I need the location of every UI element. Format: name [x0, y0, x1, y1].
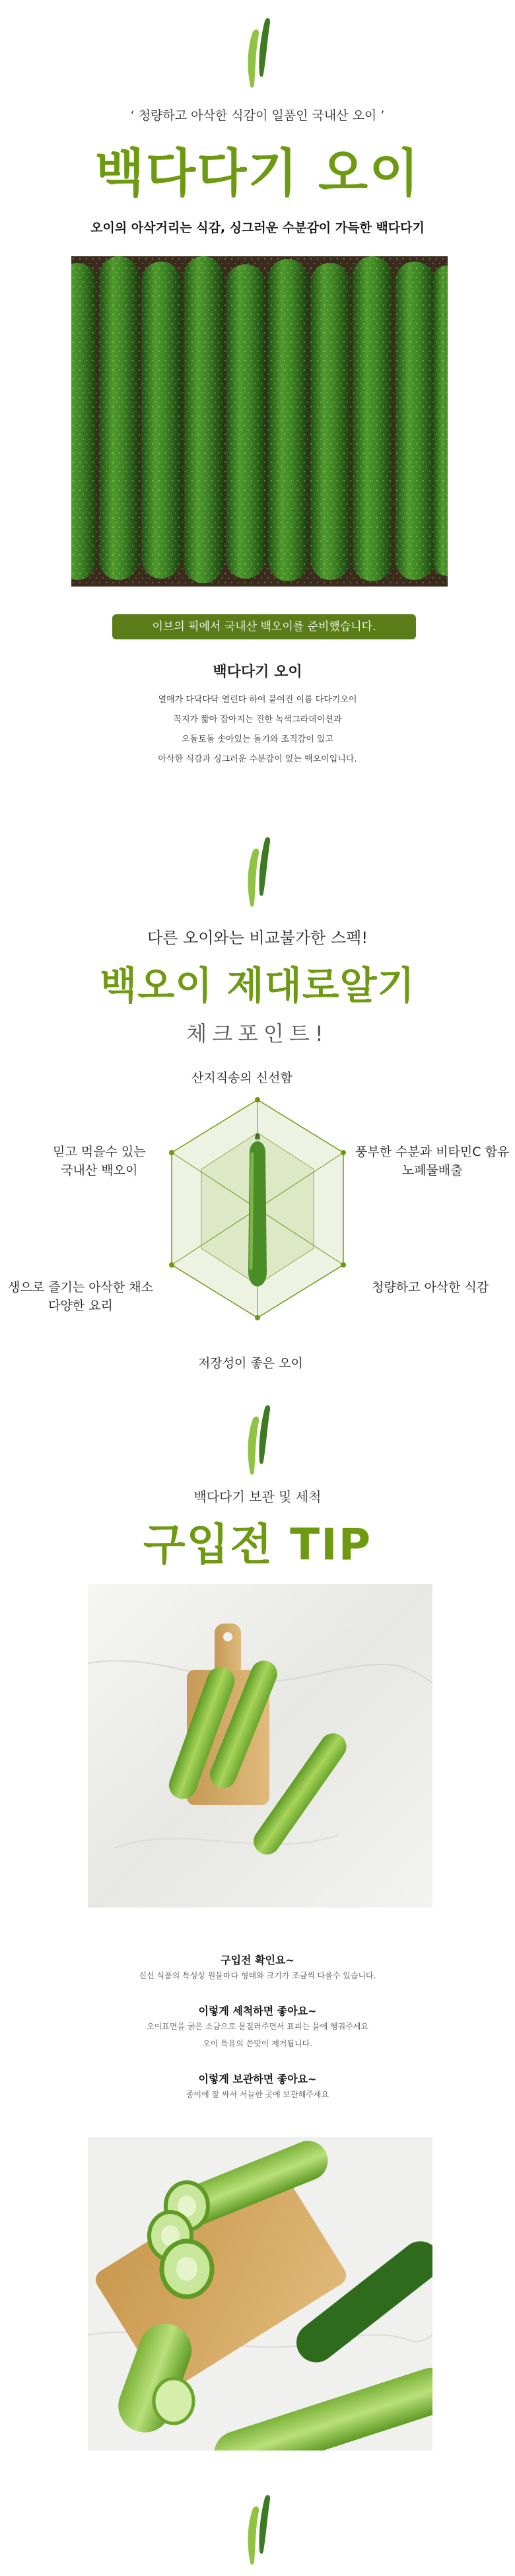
- tip-question: 이렇게 세척하면 좋아요~: [198, 2005, 317, 2017]
- tip-item: [0, 2003, 515, 2052]
- cucumber-logo-icon: [241, 832, 274, 908]
- page-title: 백다다기 오이: [94, 144, 421, 203]
- radar-label-bottom-left: [8, 1278, 153, 1315]
- product-banner: 이브의 픽에서 국내산 백오이를 준비했습니다.: [112, 614, 416, 639]
- page-subtitle: 오이의 아삭거리는 식감, 싱그러운 수분감이 가득한 백다다기: [90, 221, 425, 235]
- tips-title: 구입전 TIP: [143, 1519, 372, 1570]
- product-description: [0, 690, 515, 769]
- radar-label-line: 생으로 즐기는 아삭한 채소: [8, 1280, 154, 1295]
- radar-label-line: 풍부한 수분과 비타민C 함유: [355, 1145, 510, 1159]
- tagline: ‘ 청량하고 아삭한 식감이 일품인 국내산 오이 ’: [130, 108, 385, 123]
- radar-label-top-right: [355, 1143, 509, 1180]
- radar-label-top-left: [53, 1143, 146, 1180]
- radar-label-line: 노폐물배출: [401, 1163, 463, 1178]
- radar-label-line: 국내산 백오이: [61, 1163, 138, 1178]
- tips-heading: 백다다기 보관 및 세척: [193, 1489, 322, 1505]
- compare-heading: 다른 오이와는 비교불가한 스펙!: [147, 929, 368, 947]
- tip-answer: 오이 특유의 쓴맛이 제거됩니다.: [203, 2039, 312, 2048]
- cucumber-logo-icon: [241, 1400, 274, 1476]
- radar-label-line: 믿고 먹을수 있는: [53, 1145, 146, 1159]
- description-line: 열매가 다닥다닥 열린다 하여 붙여진 이름 다다기오이: [158, 695, 357, 705]
- product-name: 백다다기 오이: [213, 664, 302, 680]
- radar-label-top: 산지직송의 신선함: [191, 1071, 292, 1085]
- compare-title: 백오이 제대로알기: [100, 963, 415, 1008]
- cucumber-logo-icon: [241, 2490, 274, 2566]
- tip-answer: 종이에 잘 싸서 서늘한 곳에 보관해주세요: [186, 2090, 329, 2099]
- cucumber-logo-icon: [241, 13, 274, 89]
- tip-item: [0, 2071, 515, 2103]
- description-line: 아삭한 식감과 싱그러운 수분감이 있는 백오이입니다.: [158, 754, 357, 764]
- description-line: 오돌토돌 솟아있는 돌기와 조직감이 있고: [181, 734, 333, 744]
- cucumber-board-photo: [88, 1584, 432, 1908]
- radar-label-bottom: 저장성이 좋은 오이: [198, 1356, 303, 1371]
- tip-item: [0, 1952, 515, 1984]
- description-line: 꼭지가 짧아 잡아지는 진한 녹색그라데이션과: [173, 715, 342, 725]
- tip-question: 구입전 확인요~: [221, 1954, 294, 1966]
- hero-cucumber-photo: [71, 256, 448, 587]
- tip-answer: 오이표면을 굵은 소금으로 문질러주면서 표피는 물에 헹궈주세요: [147, 2022, 368, 2031]
- feature-hexagon-diagram: [152, 1093, 363, 1331]
- radar-label-line: 다양한 요리: [48, 1299, 113, 1313]
- sliced-cucumber-photo: [88, 2137, 432, 2451]
- tip-answer: 신선 식품의 특성상 원물마다 형태와 크기가 조금씩 다를수 있습니다.: [139, 1971, 376, 1980]
- radar-label-bottom-right: 청량하고 아삭한 식감: [372, 1280, 489, 1295]
- tip-question: 이렇게 보관하면 좋아요~: [198, 2073, 317, 2085]
- compare-subtitle: 체크포인트!: [186, 1021, 329, 1046]
